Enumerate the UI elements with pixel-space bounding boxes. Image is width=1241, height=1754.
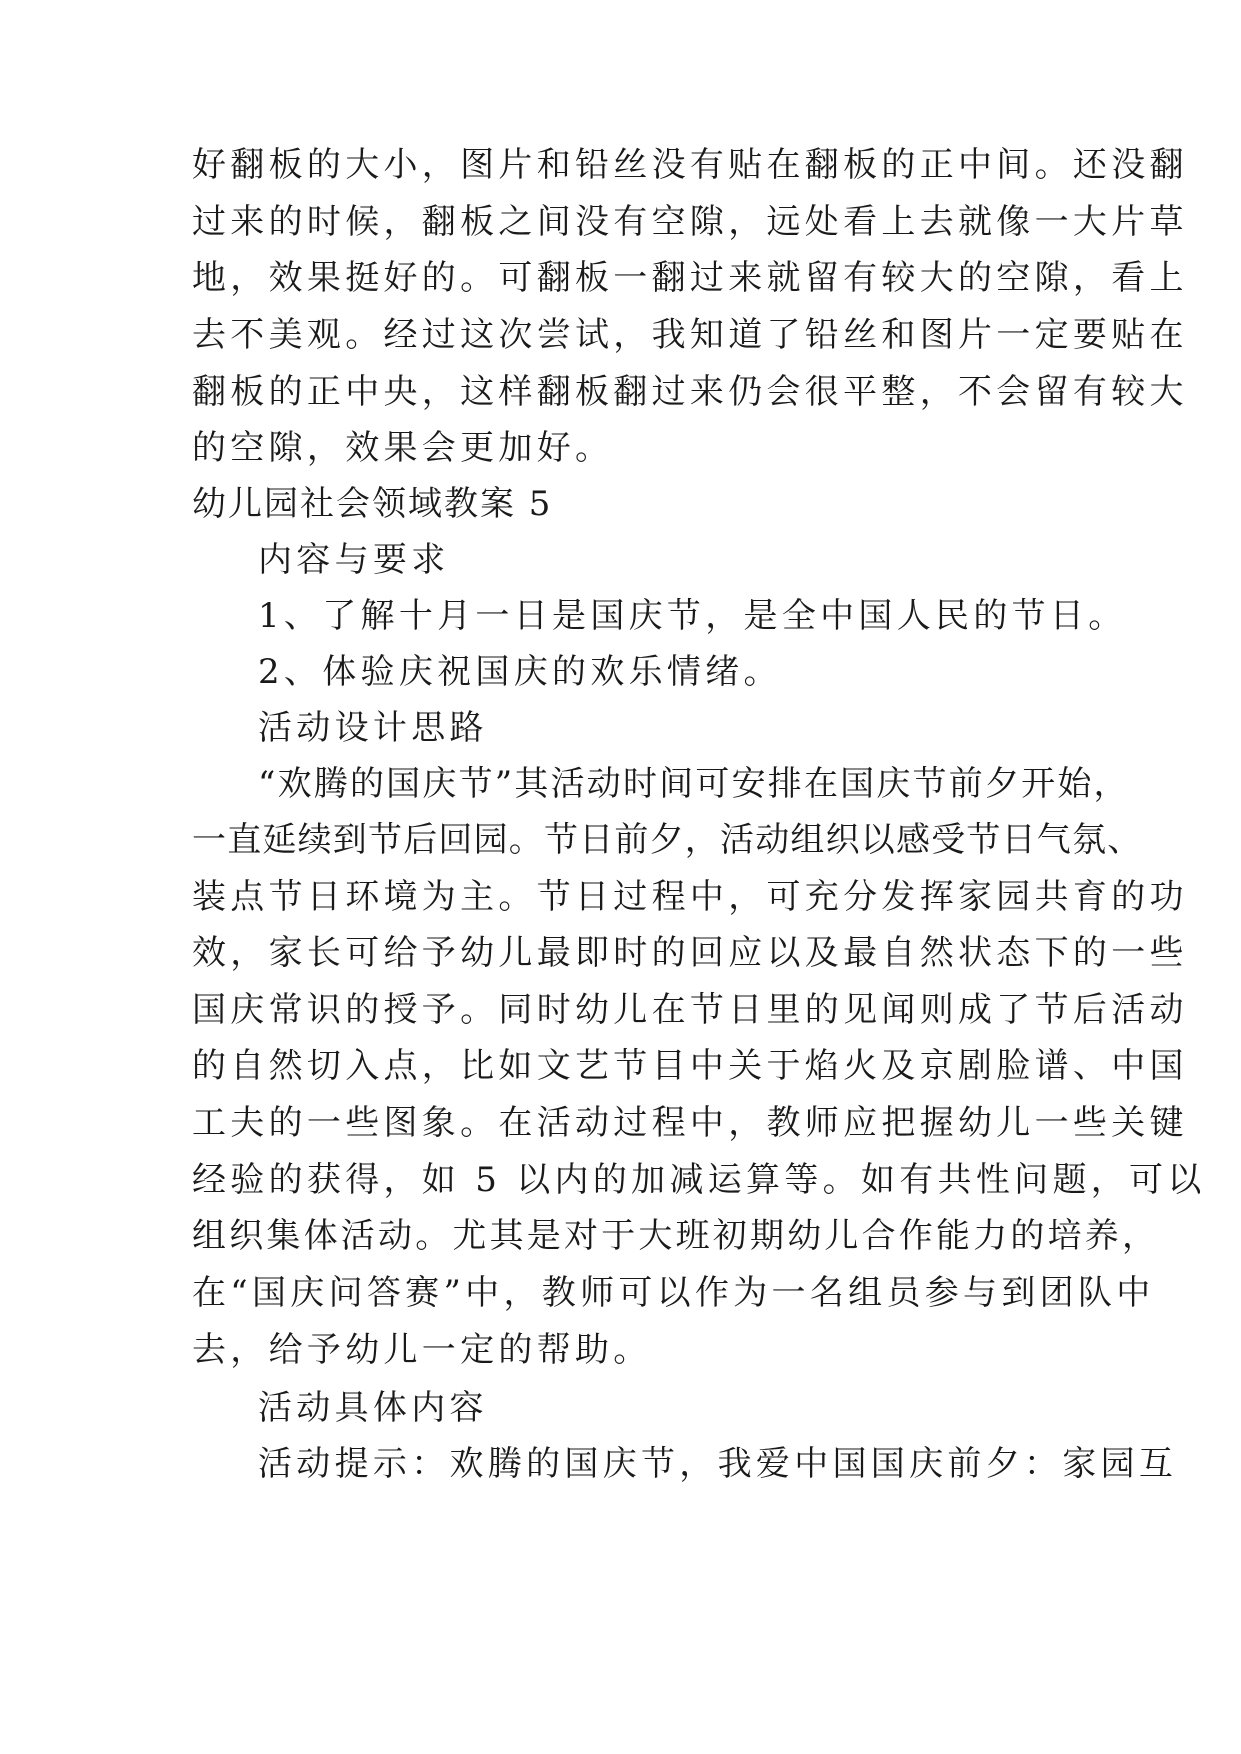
paragraph-line: 地，效果挺好的。可翻板一翻过来就留有较大的空隙，看上 (192, 258, 1188, 298)
paragraph-line: “欢腾的国庆节”其活动时间可安排在国庆节前夕开始， (258, 764, 1130, 804)
paragraph-line: 工夫的一些图象。在活动过程中，教师应把握幼儿一些关键 (192, 1103, 1188, 1143)
paragraph-line: 过来的时候，翻板之间没有空隙，远处看上去就像一大片草 (192, 202, 1188, 242)
paragraph-line: 国庆常识的授予。同时幼儿在节日里的见闻则成了节后活动 (192, 990, 1188, 1030)
paragraph-line: 一直延续到节后回园。节日前夕，活动组织以感受节日气氛、 (192, 820, 1143, 860)
paragraph-line: 效，家长可给予幼儿最即时的回应以及最自然状态下的一些 (192, 933, 1188, 973)
paragraph-line: 去不美观。经过这次尝试，我知道了铅丝和图片一定要贴在 (192, 315, 1188, 355)
paragraph-line: 翻板的正中央，这样翻板翻过来仍会很平整，不会留有较大 (192, 372, 1188, 412)
paragraph-line: 去，给予幼儿一定的帮助。 (192, 1330, 652, 1370)
list-item: 1、了解十月一日是国庆节，是全中国人民的节日。 (258, 596, 1127, 636)
section-title: 幼儿园社会领域教案 5 (192, 484, 553, 524)
paragraph-line: 活动提示：欢腾的国庆节，我爱中国国庆前夕：家园互 (258, 1444, 1178, 1484)
paragraph-line: 组织集体活动。尤其是对于大班初期幼儿合作能力的培养， (192, 1216, 1160, 1256)
paragraph-line: 的自然切入点，比如文艺节目中关于焰火及京剧脸谱、中国 (192, 1046, 1188, 1086)
subheading: 活动具体内容 (258, 1388, 488, 1428)
paragraph-line: 在“国庆问答赛”中，教师可以作为一名组员参与到团队中 (192, 1273, 1155, 1313)
subheading: 活动设计思路 (258, 708, 488, 748)
list-item: 2、体验庆祝国庆的欢乐情绪。 (258, 652, 782, 692)
paragraph-line: 装点节日环境为主。节日过程中，可充分发挥家园共育的功 (192, 877, 1188, 917)
subheading: 内容与要求 (258, 540, 450, 580)
paragraph-line: 的空隙，效果会更加好。 (192, 428, 614, 468)
paragraph-line: 好翻板的大小，图片和铅丝没有贴在翻板的正中间。还没翻 (192, 145, 1188, 185)
paragraph-line: 经验的获得，如 5 以内的加减运算等。如有共性问题，可以 (192, 1160, 1206, 1200)
